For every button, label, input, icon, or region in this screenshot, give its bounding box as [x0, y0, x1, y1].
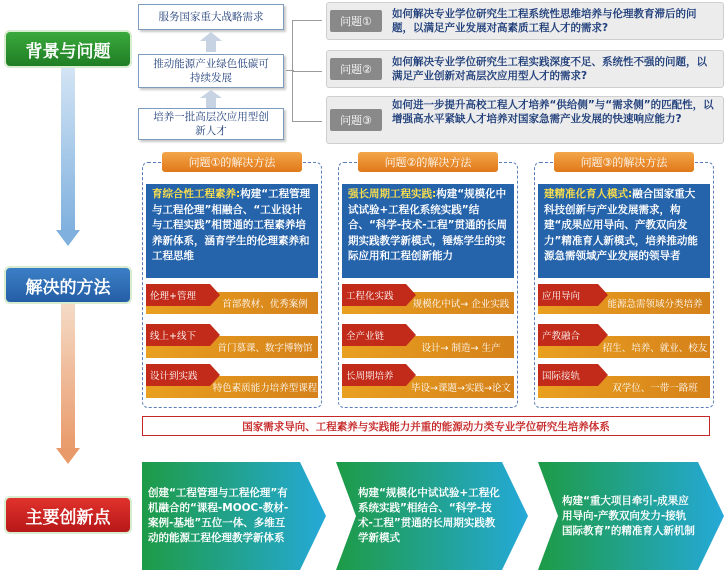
solution-row-value-1-2: 首门慕课、数字博物馆	[217, 343, 313, 354]
stage-background: 背景与问题	[4, 30, 132, 68]
innovation-text-1: 创建“工程管理与工程伦理”有机融合的“课程-MOOC-教材-案例-基地”五位一体、多维互动的能源工程伦理教学新体系	[148, 487, 289, 544]
solution-row-label-2-2: 全产业链	[342, 324, 406, 346]
innovation-text-box-2	[356, 462, 526, 570]
solution-title-1: 问题①的解决方法	[162, 152, 302, 172]
bracket-tick-1	[292, 71, 322, 72]
system-banner: 国家需求导向、工程素养与实践能力并重的能源动力类专业学位研究生培养体系	[142, 416, 710, 436]
innovation-text-box-3	[560, 462, 726, 570]
solution-row-value-1-3: 特色素质能力培养型课程	[212, 383, 318, 394]
solution-title-2: 问题②的解决方法	[358, 152, 498, 172]
solution-row-label-2-1: 工程化实践	[342, 284, 406, 306]
arrow-shaft-2	[61, 300, 75, 450]
solution-body-3	[538, 184, 710, 278]
background-box-3: 培养一批高层次应用型创新人才	[138, 108, 284, 140]
question-text-2: 如何解决专业学位研究生工程实践深度不足、系统性不强的问题，以满足产业创新对高层次应用型人才的需求?	[392, 56, 707, 82]
up-arrow-2	[200, 90, 222, 108]
solution-row-value-3-1: 能源急需领域分类培养	[607, 299, 703, 310]
solution-title-3: 问题③的解决方法	[554, 152, 694, 172]
solution-row-label-3-1: 应用导向	[538, 284, 598, 306]
innovation-text-box-1	[142, 462, 322, 570]
solution-row-label-1-1: 伦理+管理	[146, 284, 210, 306]
solution-row-label-1-2: 线上+线下	[146, 324, 210, 346]
solution-row-value-3-2: 招生、培养、就业、校友	[602, 343, 708, 354]
solution-text-3: 融合国家重大科技创新与产业发展需求，构建“成果应用导向、产教双向发力”精准育人新模式，培养推动能源急需领域产业发展的领导者	[544, 188, 698, 262]
solution-row-value-3-3: 双学位、一带一路班	[612, 383, 698, 394]
solution-row-label-3-3: 国际接轨	[538, 364, 598, 386]
question-label-2: 问题②	[330, 58, 382, 80]
question-label-3: 问题③	[330, 109, 382, 131]
solution-row-label-1-3: 设计到实践	[146, 364, 210, 386]
solution-text-2: 构建“规模化中试试验+工程化系统实践”结合、“科学-技术-工程”贯通的长周期实践教学新模式，锤炼学生的实际应用和工程创新能力	[348, 188, 508, 262]
solution-text-1: 构建“工程管理与工程伦理”相融合、“工业设计与工程实践”相贯通的工程素养培养新体系，涵育学生的伦理素养和工程思维	[152, 188, 311, 262]
innovation-text-3: 构建“重大项目牵引-成果应用导向-产教双向发力-接轨国际教育”的精准育人新机制	[562, 494, 695, 537]
question-label-1: 问题①	[330, 10, 382, 32]
solution-row-value-2-1: 规模化中试→ 企业实践	[412, 299, 510, 310]
innovation-text-2: 构建“规模化中试试验+工程化系统实践”相结合、“科学-技术-工程”贯通的长周期实践教学新模式	[358, 487, 500, 544]
solution-row-value-2-2: 设计→ 制造→ 生产	[421, 343, 501, 354]
background-box-1: 服务国家重大战略需求	[138, 4, 284, 30]
arrow-head-1	[56, 230, 80, 246]
stage-method: 解决的方法	[4, 266, 132, 304]
stage-innovation: 主要创新点	[4, 496, 132, 534]
solution-body-2	[342, 184, 514, 278]
solution-row-value-1-1: 首部教材、优秀案例	[222, 299, 308, 310]
question-text-1: 如何解决专业学位研究生工程系统性思维培养与伦理教育滞后的问题，以满足产业发展对高素质工程人才的需求?	[392, 8, 697, 34]
solution-headline-2: 强长周期工程实践:	[348, 188, 437, 200]
solution-row-label-3-2: 产教融合	[538, 324, 598, 346]
background-box-2: 推动能源产业绿色低碳可持续发展	[138, 54, 284, 88]
question-text-3: 如何进一步提升高校工程人才培养“供给侧”与“需求侧”的匹配性，以增强高水平紧缺人才培养对国家急需产业发展的快速响应能力?	[392, 99, 714, 125]
up-arrow-1	[200, 32, 222, 52]
arrow-head-2	[56, 448, 80, 464]
solution-row-label-2-3: 长周期培养	[342, 364, 406, 386]
solution-row-value-2-3: 毕设→课题→实践→论文	[411, 383, 511, 394]
solution-headline-3: 建精准化育人模式:	[544, 188, 633, 200]
solution-headline-1: 育综合性工程素养:	[152, 188, 241, 200]
arrow-shaft-1	[61, 62, 75, 232]
solution-body-1	[146, 184, 318, 278]
